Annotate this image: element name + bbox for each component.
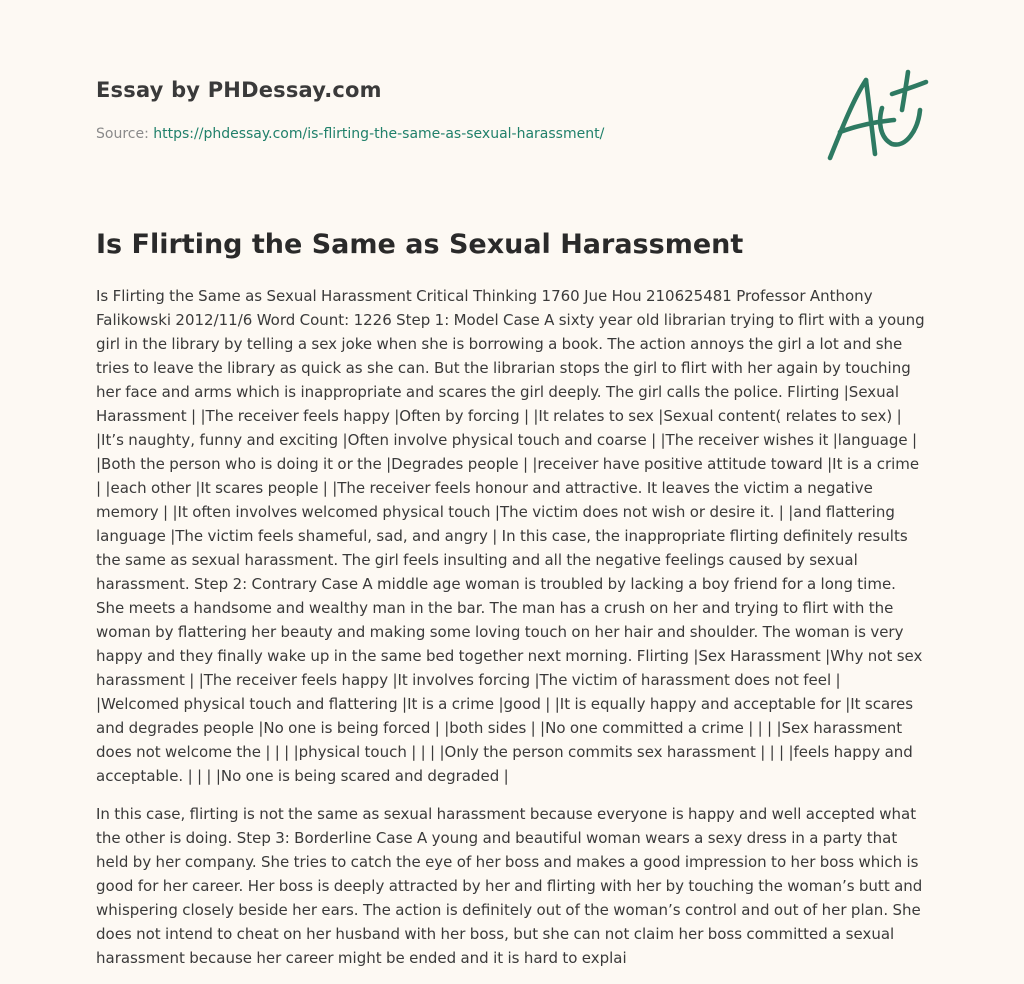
article-paragraph: In this case, flirting is not the same as sexual harassment because everyone is happy and well accepted what the other is doing. Step 3: Borderline Case A young and beautiful woman wears a sexy dress in a party that held by her company. She tries to catch the eye of her boss and makes a good impression to her boss which is good for her career. Her boss is deeply attracted by her and flirting with her by touching the woman’s butt and whispering closely beside her ears. The action is definitely out of the woman’s control and out of her plan. She does not intend to cheat on her husband with her boss, but she can not claim her boss committed a sexual harassment because her career might be ended and it is hard to explai (96, 805, 923, 967)
source-link[interactable]: https://phdessay.com/is-flirting-the-same-as-sexual-harassment/ (153, 126, 605, 142)
source-line (96, 124, 796, 144)
site-header (96, 76, 796, 144)
article-body (96, 284, 928, 984)
source-label: Source: (96, 126, 149, 142)
site-title: Essay by PHDessay.com (96, 78, 382, 102)
page-title: Is Flirting the Same as Sexual Harassment (96, 229, 744, 260)
article-paragraph: Is Flirting the Same as Sexual Harassment Critical Thinking 1760 Jue Hou 210625481 Professor Anthony Falikowski 2012/11/6 Word Count: 1226 Step 1: Model Case A sixty year old librarian trying to flirt with a young girl in the library by telling a sex joke when she is borrowing a book. The action annoys the girl a lot and she tries to leave the library as quick as she can. But the librarian stops the girl to flirt with her again by touching her face and arms which is inappropriate and scares the girl deeply. The girl calls the police. Flirting |Sexual Harassment | |The receiver feels happy |Often by forcing | |It relates to sex |Sexual content( relates to sex) | |It’s naughty, funny and exciting |Often involve physical touch and coarse | |The receiver wishes it |language | |Both the person who is doing it or the |Degrades people | |receiver have positive attitude toward |It is a crime | |each other |It scares people | |The receiver feels honour and attractive. It leaves the victim a negative memory | |It often involves welcomed physical touch |The victim does not wish or desire it. | |and flattering language |The victim feels shameful, sad, and angry | In this case, the inappropriate flirting definitely results the same as sexual harassment. The girl feels insulting and all the negative feelings caused by sexual harassment. Step 2: Contrary Case A middle age woman is troubled by lacking a boy friend for a long time. She meets a handsome and wealthy man in the bar. The man has a crush on her and trying to flirt with the woman by flattering her beauty and making some loving touch on her hair and shoulder. The woman is very happy and they finally wake up in the same bed together next morning. Flirting |Sex Harassment |Why not sex harassment | |The receiver feels happy |It involves forcing |The victim of harassment does not feel | |Welcomed physical touch and flattering |It is a crime |good | |It is equally happy and acceptable for |It scares and degrades people |No one is being forced | |both sides | |No one committed a crime | | | |Sex harassment does not welcome the | | | |physical touch | | | |Only the person commits sex harassment | | | |feels happy and acceptable. | | | |No one is being scared and degraded | (96, 287, 925, 785)
a-plus-logo-icon (822, 68, 930, 164)
